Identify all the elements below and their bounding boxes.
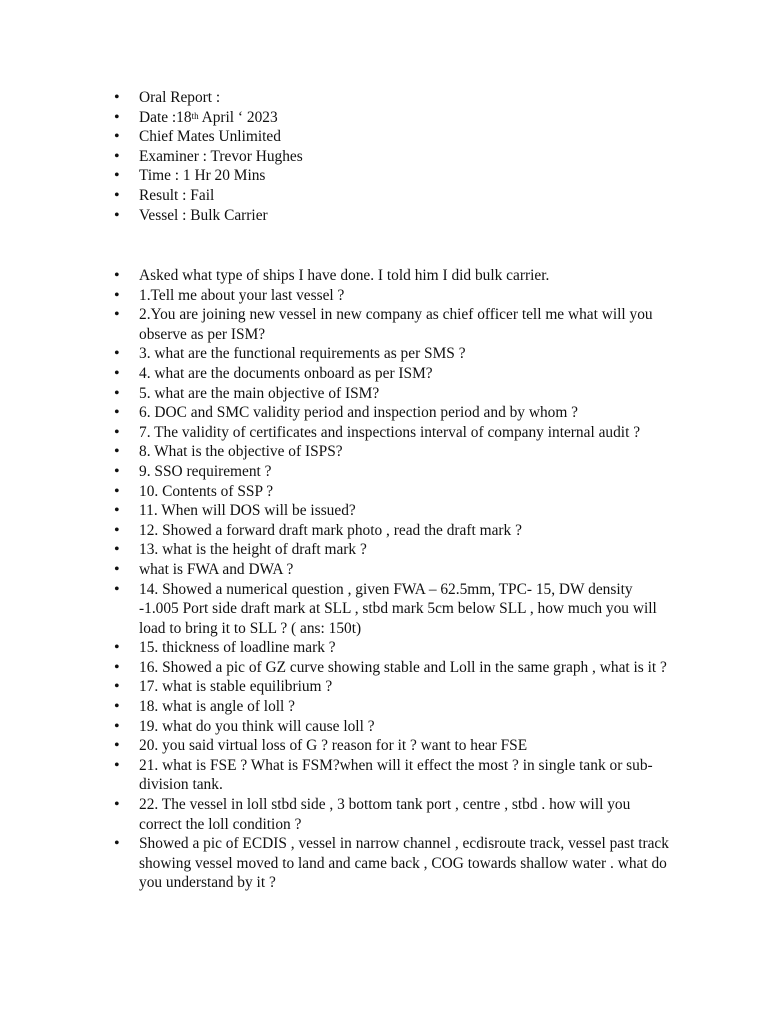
list-item: • 19. what do you think will cause loll ?	[114, 717, 674, 737]
list-item: • 13. what is the height of draft mark ?	[114, 540, 674, 560]
list-item: • 1.Tell me about your last vessel ?	[114, 286, 674, 306]
report-date-item	[114, 108, 674, 128]
date-prefix: Date :18	[139, 108, 192, 126]
report-header-list	[114, 88, 674, 225]
list-item: • 15. thickness of loadline mark ?	[114, 638, 674, 658]
report-vessel-item: • Vessel : Bulk Carrier	[114, 206, 674, 226]
report-examiner-item: • Examiner : Trevor Hughes	[114, 147, 674, 167]
list-item: • Asked what type of ships I have done. I told him I did bulk carrier.	[114, 266, 674, 286]
list-item: • 16. Showed a pic of GZ curve showing stable and Loll in the same graph , what is it ?	[114, 658, 674, 678]
list-item: • 10. Contents of SSP ?	[114, 482, 674, 502]
list-item: • what is FWA and DWA ?	[114, 560, 674, 580]
report-title-item: • Oral Report :	[114, 88, 674, 108]
report-time-item: • Time : 1 Hr 20 Mins	[114, 166, 674, 186]
report-result-item: • Result : Fail	[114, 186, 674, 206]
date-suffix: April ‘ 2023	[198, 108, 278, 126]
list-item: • 18. what is angle of loll ?	[114, 697, 674, 717]
list-item: • 2.You are joining new vessel in new company as chief officer tell me what will you observe as per ISM?	[114, 305, 674, 344]
list-item: • 12. Showed a forward draft mark photo , read the draft mark ?	[114, 521, 674, 541]
list-item: • 21. what is FSE ? What is FSM?when will it effect the most ? in single tank or sub-division tank.	[114, 756, 674, 795]
list-item: • 3. what are the functional requirements as per SMS ?	[114, 344, 674, 364]
list-item: • 4. what are the documents onboard as per ISM?	[114, 364, 674, 384]
list-item: • 6. DOC and SMC validity period and inspection period and by whom ?	[114, 403, 674, 423]
list-item: • Showed a pic of ECDIS , vessel in narrow channel , ecdisroute track, vessel past track showing vessel moved to land and came back , COG towards shallow water . what do you understand by it ?	[114, 834, 674, 893]
list-item: • 17. what is stable equilibrium ?	[114, 677, 674, 697]
list-item: • 8. What is the objective of ISPS?	[114, 442, 674, 462]
list-item: • 22. The vessel in loll stbd side , 3 bottom tank port , centre , stbd . how will you correct the loll condition ?	[114, 795, 674, 834]
questions-list	[114, 266, 674, 893]
report-rank-item: • Chief Mates Unlimited	[114, 127, 674, 147]
list-item: • 11. When will DOS will be issued?	[114, 501, 674, 521]
list-item: • 7. The validity of certificates and inspections interval of company internal audit ?	[114, 423, 674, 443]
list-item: • 5. what are the main objective of ISM?	[114, 384, 674, 404]
list-item: • 20. you said virtual loss of G ? reason for it ? want to hear FSE	[114, 736, 674, 756]
date-ordinal-suffix: th	[191, 110, 199, 121]
list-item: • 14. Showed a numerical question , given FWA – 62.5mm, TPC- 15, DW density -1.005 Port side draft mark at SLL , stbd mark 5cm below SLL , how much you will load to bring it to SLL ? ( ans: 150t)	[114, 580, 674, 639]
list-item: • 9. SSO requirement ?	[114, 462, 674, 482]
